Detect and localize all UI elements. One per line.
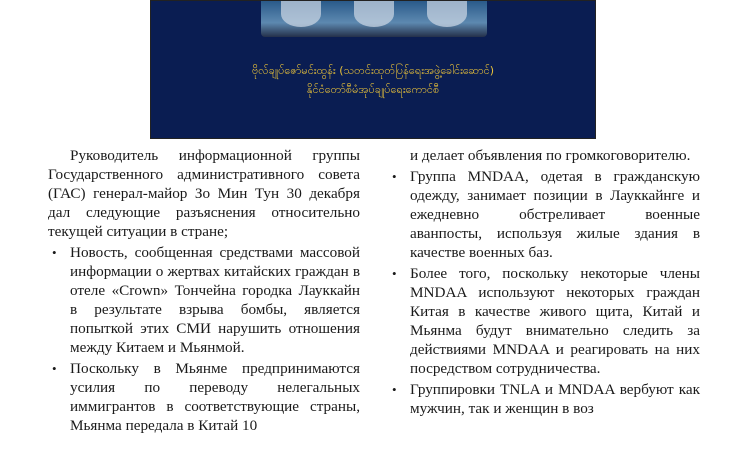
banner-caption-name: ဗိုလ်ချုပ်ဇော်မင်းထွန်း (သတင်းထုတ်ပြန်ရေးအဖွဲ့ခေါင်းဆောင်) [252, 64, 494, 77]
parliament-building-image [261, 1, 487, 37]
list-item: • Поскольку в Мьянме предпринимаются усилия по переводу нелегальных иммигрантов в соответствующие страны, Мьянма передала в Китай 10 [52, 360, 360, 434]
continued-text: и делает объявления по громкоговорителю. [410, 147, 691, 164]
left-column [48, 146, 360, 435]
bullet-icon: • [52, 245, 57, 260]
right-column [388, 146, 700, 418]
list-item: • Группировки TNLA и MNDAA вербуют как мужчин, так и женщин в воз [392, 381, 700, 417]
bullet-icon: • [392, 382, 397, 397]
bullet-icon: • [392, 266, 397, 281]
left-bullet-list [48, 243, 360, 435]
header-banner [150, 0, 596, 139]
list-item: • Группа MNDAA, одетая в гражданскую одежду, занимает позиции в Лауккайнге и ежедневно обстреливает военные аванпосты, используя жилые здания в качестве военных баз. [392, 168, 700, 261]
list-item: • Новость, сообщенная средствами массовой информации о жертвах китайских граждан в отеле «Crown» Тончейна городка Лауккайн в результате взрыва бомбы, является попыткой этих СМИ нарушить отношения между Китаем и Мьянмой. [52, 244, 360, 356]
list-item: • Более того, поскольку некоторые члены MNDAA используют некоторых граждан Китая в качестве живого щита, Китай и Мьянма будут внимательно следить за действиями MNDAA и реагировать на них посредством сотрудничества. [392, 265, 700, 377]
bullet-icon: • [52, 361, 57, 376]
bullet-icon: • [392, 169, 397, 184]
right-bullet-list [388, 167, 700, 418]
intro-paragraph: Руководитель информационной группы Государственного административного совета (ГАС) генерал-майор Зо Мин Тун 30 декабря дал следующие разъяснения относительно текущей ситуации в стране; [48, 147, 360, 240]
banner-caption-council: နိုင်ငံတော်စီမံအုပ်ချုပ်ရေးကောင်စီ [306, 83, 440, 96]
